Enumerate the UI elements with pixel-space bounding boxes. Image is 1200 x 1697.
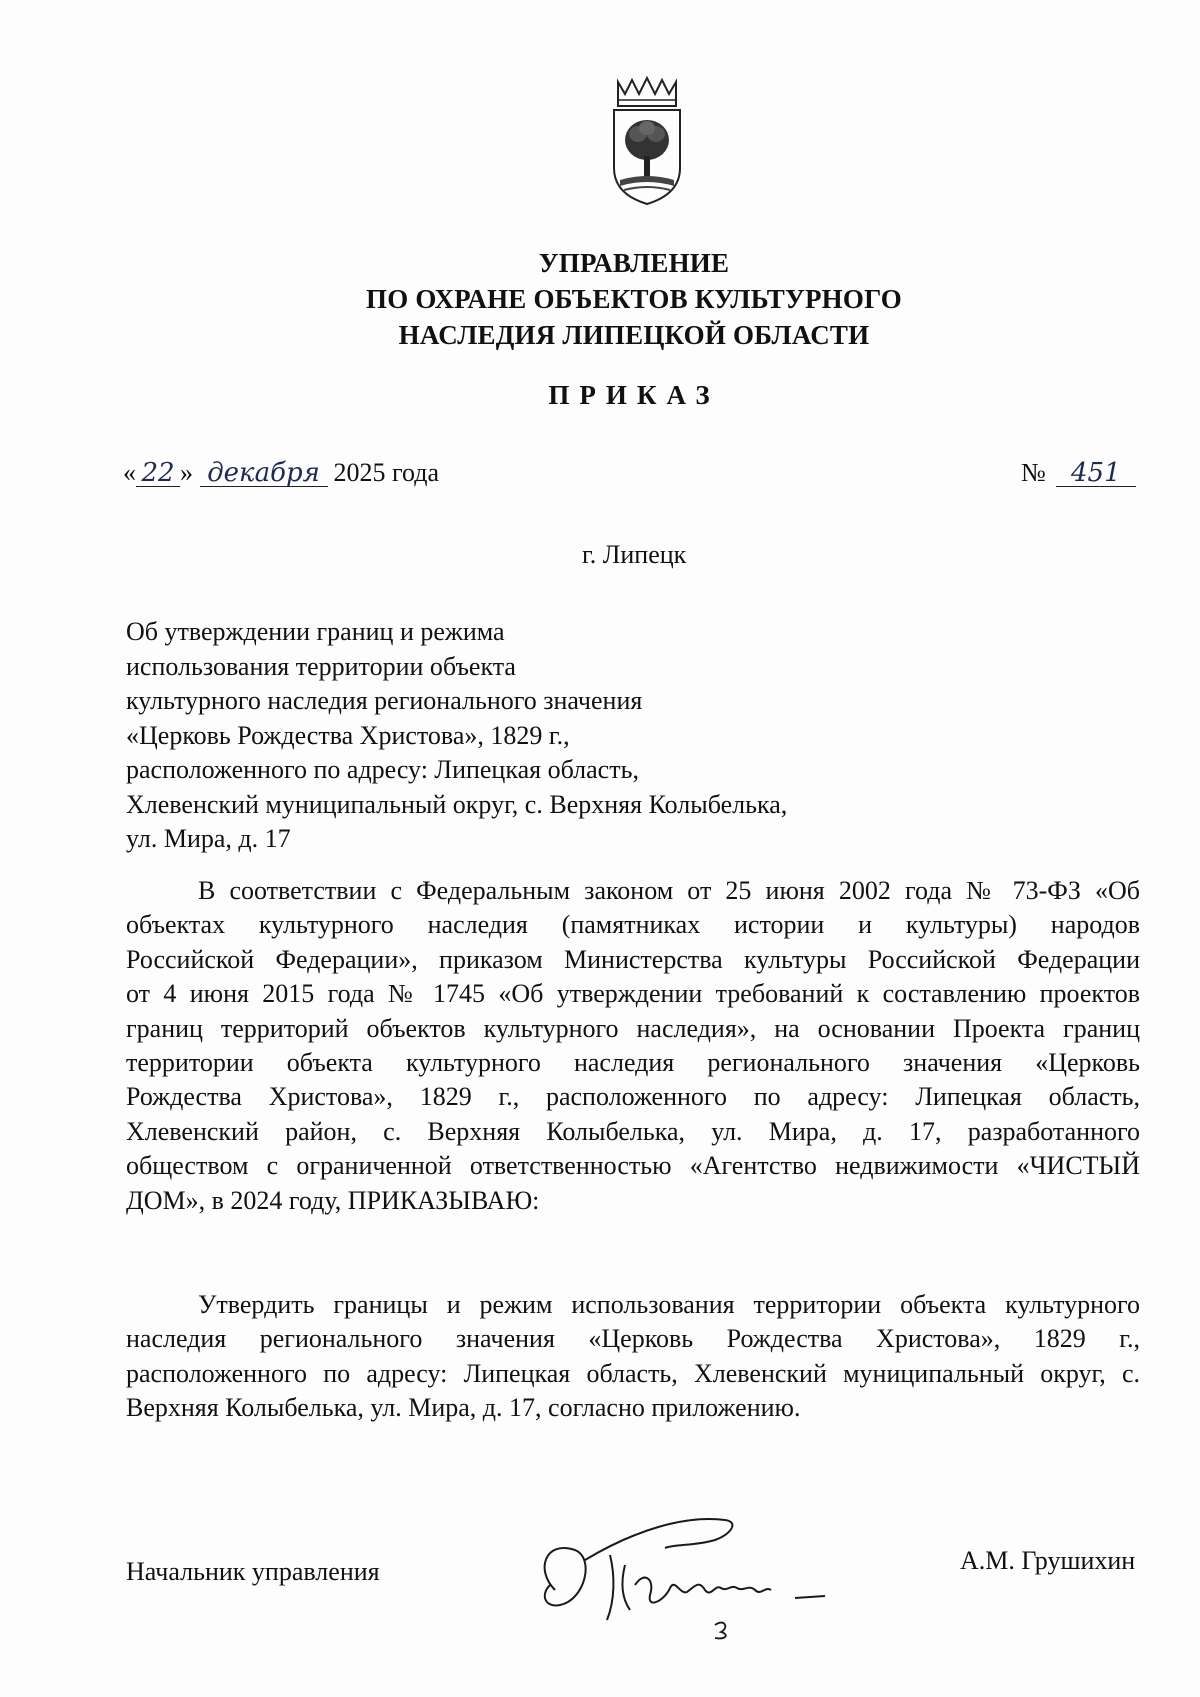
paragraph-line: Хлевенский район, с. Верхняя Колыбелька, ул. Мира, д. 17, разработанного — [126, 1116, 1140, 1146]
document-date — [123, 458, 439, 488]
body-paragraph-order — [126, 1288, 1140, 1426]
document-number — [1021, 458, 1136, 488]
handwritten-signature — [515, 1500, 895, 1640]
paragraph-line: обществом с ограниченной ответственностью «Агентство недвижимости «ЧИСТЫЙ — [126, 1151, 1140, 1181]
paragraph-line: В соответствии с Федеральным законом от 25 июня 2002 года № 73-ФЗ «Об — [198, 876, 1140, 905]
subject-line: «Церковь Рождества Христова», 1829 г., — [126, 720, 570, 750]
paragraph-line: расположенного по адресу: Липецкая область, Хлевенский муниципальный округ, с. — [126, 1358, 1140, 1388]
org-title-line-2: ПО ОХРАНЕ ОБЪЕКТОВ КУЛЬТУРНОГО — [366, 284, 902, 314]
date-year: 2025 года — [333, 458, 440, 487]
document-subject — [126, 615, 787, 857]
signatory-title: Начальник управления — [126, 1557, 380, 1586]
paragraph-line: ДОМ», в 2024 году, ПРИКАЗЫВАЮ: — [126, 1185, 540, 1215]
coat-of-arms-icon — [610, 76, 684, 208]
paragraph-line: Рождества Христова», 1829 г., расположенного по адресу: Липецкая область, — [126, 1082, 1140, 1112]
subject-line: Хлевенский муниципальный округ, с. Верхняя Колыбелька, — [126, 789, 788, 819]
subject-line: Об утверждении границ и режима — [126, 617, 505, 646]
document-city: г. Липецк — [582, 540, 687, 569]
date-month-handwritten: декабря — [200, 460, 328, 487]
date-close-quote: » — [180, 458, 193, 487]
signatory-name: А.М. Грушихин — [960, 1546, 1136, 1575]
subject-line: расположенного по адресу: Липецкая область, — [126, 755, 639, 784]
paragraph-line: объектах культурного наследия (памятниках истории и культуры) народов — [126, 910, 1140, 940]
paragraph-line: наследия регионального значения «Церковь Рождества Христова», 1829 г., — [126, 1324, 1140, 1354]
date-day-handwritten: 22 — [136, 460, 180, 487]
org-title-line-1: УПРАВЛЕНИЕ — [538, 248, 730, 278]
number-label: № — [1021, 458, 1046, 487]
paragraph-line: Российской Федерации», приказом Министерства культуры Российской Федерации — [126, 944, 1140, 974]
subject-line: использования территории объекта — [126, 651, 516, 681]
document-type: ПРИКАЗ — [548, 380, 720, 410]
org-title-line-3: НАСЛЕДИЯ ЛИПЕЦКОЙ ОБЛАСТИ — [398, 320, 870, 350]
subject-line: культурного наследия регионального значения — [126, 686, 643, 715]
paragraph-line: границ территорий объектов культурного наследия», на основании Проекта границ — [126, 1013, 1140, 1043]
body-paragraph-preamble — [126, 874, 1140, 1218]
number-value-handwritten: 451 — [1056, 460, 1136, 487]
paragraph-line: Утвердить границы и режим использования территории объекта культурного — [198, 1290, 1140, 1319]
subject-line: ул. Мира, д. 17 — [126, 824, 291, 853]
paragraph-line: от 4 июня 2015 года № 1745 «Об утверждении требований к составлению проектов — [126, 979, 1140, 1009]
paragraph-line: Верхняя Колыбелька, ул. Мира, д. 17, согласно приложению. — [126, 1393, 801, 1423]
date-open-quote: « — [123, 458, 136, 487]
paragraph-line: территории объекта культурного наследия регионального значения «Церковь — [126, 1048, 1140, 1078]
